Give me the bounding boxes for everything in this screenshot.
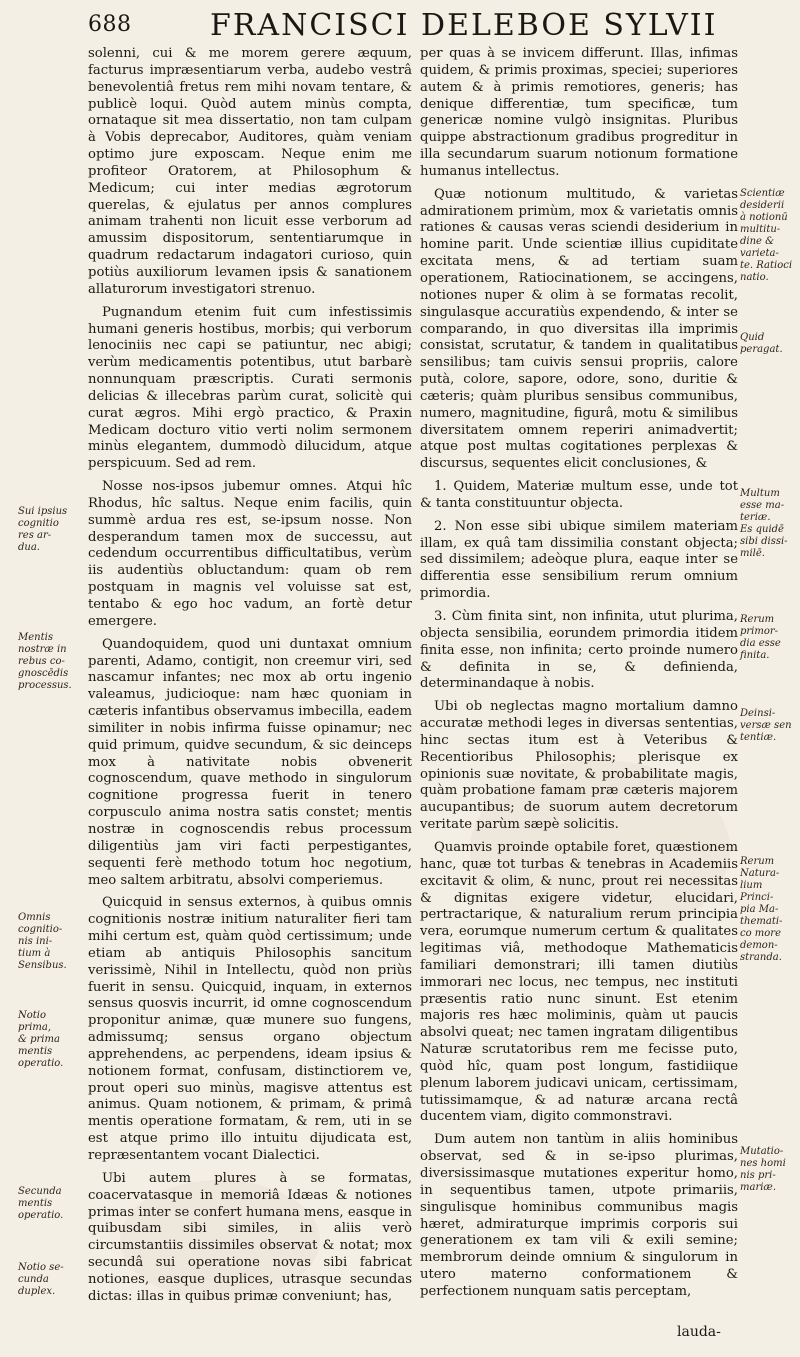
margin-note-right: Quid peragat. [740, 332, 783, 355]
margin-note-left: Notio se- cunda duplex. [18, 1262, 64, 1297]
paragraph: Ubi autem plures à se formatas, coacervatasque in memoriâ Idæas & notiones primas inter se confert humana mens, easque in quibusdam sibi similes, in aliis verò circumstantiis dissimiles observat & notat; mox secundâ sui operatione novas sibi fabricat notiones, easque duplices, utrasque secundas dictas: illas in quibus primæ conveniunt; has, [88, 1170, 412, 1304]
paragraph: Nosse nos-ipsos jubemur omnes. Atqui hîc Rhodus, hîc saltus. Neque enim facilis, quin summè ardua res est, se-ipsum nosse. Non desperandum tamen mox de successu, aut cedendum occurrentibus difficultatibus, verùm iis audentiùs obluctandum: quam ob rem postquam in magnis vel voluisse sat est, tentabo & ego hoc vadum, an fortè detur emergere. [88, 479, 412, 629]
margin-note-left: Omnis cognitio- nis ini- tium à Sensibus. [18, 912, 67, 971]
margin-note-right: Multum esse ma- teriæ. Es quidē sibi dissi- milē. [740, 488, 788, 559]
paragraph: Quæ notionum multitudo, & varietas admirationem primùm, mox & varietatis omnis rationes & causas veras sciendi desiderium in homine parit. Unde scientiæ illius cupiditate excitata mens, & ad tertiam suam operationem, Ratiocinationem, se accingens, notiones nuper & olim à se formatas recolit, singulasque accuratiùs expendendo, & inter se comparando, in quo diversitas illa imprimis consistat, scrutatur, & tandem in qualitatibus sensilibus; tam cuivis sensui propriis, calore putà, colore, sapore, odore, sono, duritie & cæteris; quàm pluribus sensibus communibus, numero, magnitudine, figurâ, motu & similibus diversitatem omnem reperiri animadvertit; atque post multas cogitationes perplexas & discursus, sequentes elicit conclusiones, & [420, 186, 738, 472]
paragraph: solenni, cui & me morem gerere æquum, facturus impræsentiarum verba, audebo vestrâ benevolentiâ fretus rem mihi novam tentare, & publicè loqui. Quòd autem minùs compta, ornataque sit mea dissertatio, non tam culpam à Vobis deprecabor, Auditores, quàm veniam optimo jure exposcam. Neque enim me profiteor Oratorem, at Philosophum & Medicum; cui inter medias ægrotorum querelas, & ejulatus per annos complures animam trahenti non licuit esse verborum ad amussim dispositorum, sententiarumque in quadrum redactarum indagatori curioso, quin potiùs auxiliorum levamen ipsis & sanationem allaturorum investigatori strenuo. [88, 46, 412, 297]
margin-note-right: Rerum primor- dia esse finita. [740, 614, 781, 661]
numbered-item: 3. Cùm finita sint, non infinita, utut plurima, objecta sensibilia, eorundem primordia itidem finita esse, non infinita; certo proinde numero & definita in se, & definienda, determinandaque à nobis. [420, 609, 738, 692]
page-number: 688 [88, 12, 132, 37]
page-header [0, 6, 800, 46]
paragraph: Dum autem non tantùm in aliis hominibus observat, sed & in se-ipso plurimas, diversissimasque mutationes experitur homo, in sequentibus tamen, utpote primariis, singulisque hominibus communibus magis hæret, admiraturque imprimis corporis sui generationem ex tam vili & exili semine; membrorum deinde omnium & singulorum in utero materno conformationem & perfectionem nunquam satis perceptam, [420, 1132, 738, 1299]
margin-note-right: Mutatio- nes homi nis pri- mariæ. [740, 1146, 786, 1193]
left-column [88, 46, 412, 1312]
margin-note-right: Scientiæ desiderii à notionū multitu- dine & varieta- te. Ratioci natio. [740, 188, 793, 283]
catchword: lauda- [677, 1324, 721, 1340]
margin-note-left: Notio prima, & prima mentis operatio. [18, 1010, 64, 1069]
margin-note-left: Mentis nostræ in rebus co- gnoscēdis processus. [18, 632, 72, 691]
paragraph: Quamvis proinde optabile foret, quæstionem hanc, quæ tot turbas & tenebras in Academiis excitavit & olim, & nunc, prout rei necessitas & dignitas exigere videtur, elucidari, pertractarique, & naturalium rerum principia vera, eorumque numerum certum & qualitates legitimas viâ, methodoque Mathematicis familiari demonstrari; illi tamen diutiùs immorari nec locus, nec tempus, nec instituti præsentis ratio nunc sinunt. Est etenim majoris res hæc moliminis, quàm ut paucis absolvi queat; nec tamen ingratam diligentibus Naturæ scrutatoribus rem me fecisse puto, quòd hîc, quam post longum, fastidiique plenum laborem judicavi unicam, certissimam, tutissimamque, & ad naturæ arcana rectâ ducentem viam, digito commonstravi. [420, 839, 738, 1125]
numbered-item: 2. Non esse sibi ubique similem materiam illam, ex quâ tam dissimilia constant objecta; sed dissimilem; adeòque plura, eaque inter se differentia esse sensibilium rerum omnium primordia. [420, 518, 738, 602]
right-column [420, 46, 738, 1307]
paragraph: Ubi ob neglectas magno mortalium damno accuratæ methodi leges in diversas sententias, hinc sectas itum est à Veteribus & Recentioribus Philosophis; plerisque ex opinionis suæ novitate, & probabilitate magis, quàm probatione famam præ cæteris majorem aucupantibus; de suorum autem decretorum veritate parùm sæpè solicitis. [420, 699, 738, 833]
paragraph: per quas à se invicem differunt. Illas, infimas quidem, & primis proximas, speciei; superiores autem & à primis remotiores, generis; has denique differentiæ, tum specificæ, tum genericæ nomine vulgò insignitas. Pluribus quippe abstractionum gradibus progreditur in illa secundarum suarum notionum formatione humanus intellectus. [420, 46, 738, 179]
margin-note-right: Deinsi- versæ sen tentiæ. [740, 708, 792, 743]
running-title: FRANCISCI DELEBOE SYLVII [210, 8, 718, 43]
paragraph: Quicquid in sensus externos, à quibus omnis cognitionis nostræ initium naturaliter fieri tam mihi certum est, quàm quòd certissimum; unde etiam ab antiquis Philosophis sancitum verissimè, Nihil in Intellectu, quòd non priùs fuerit in sensu. Quicquid, inquam, in externos sensus quosvis incurrit, id omne cognoscendum proponitur animæ, quæ munere suo fungens, admissumq; sensus organo objectum apprehendens, ac perpendens, ideam ipsius & notionem format, confusam, distinctiorem ve, prout operi suo minùs, magisve attentus est animus. Quam notionem, & primam, & primâ mentis operatione formatam, & rem, uti in se est atque primo illo intuitu dijudicata est, repræsentantem vocant Dialectici. [88, 895, 412, 1163]
paragraph: Pugnandum etenim fuit cum infestissimis humani generis hostibus, morbis; qui verborum lenociniis nec capi se patiuntur, nec abigi; verùm medicamentis potentibus, utut barbarè nonnunquam præscriptis. Curati sermonis delicias & illecebras parùm curat, solicitè qui curat ægros. Mihi ergò practico, & Praxin Medicam docturo vitio verti nolim sermonem minùs elegantem, dummodò dilucidum, atque perspicuum. Sed ad rem. [88, 304, 412, 472]
margin-note-right: Rerum Natura- lium Princi- pia Ma- themati- co more demon- stranda. [740, 856, 783, 963]
margin-note-left: Sui ipsius cognitio res ar- dua. [18, 506, 68, 553]
margin-note-left: Secunda mentis operatio. [18, 1186, 64, 1221]
paragraph: Quandoquidem, quod uni duntaxat omnium parenti, Adamo, contigit, non creemur viri, sed nascamur infantes; nec mox ab ortu ingenio valeamus, judicioque: nam hæc quoniam in cæteris infantibus observamus imbecilla, eadem similiter in nobis infirma fuisse opinamur; nec quid primum, quidve secundum, & sic deinceps mox à nativitate nobis obvenerit cognoscendum, quave methodo in singulorum cognitione progressa fuerit in tenero corpusculo anima nostra satis constet; mentis nostræ in cognoscendis rebus processum diligentiùs jam viri facti perpestigantes, sequenti ferè methodo totum hoc negotium, meo saltem arbitratu, absolvi comperiemus. [88, 636, 412, 888]
numbered-item: 1. Quidem, Materiæ multum esse, unde tot & tanta constituuntur objecta. [420, 479, 738, 511]
